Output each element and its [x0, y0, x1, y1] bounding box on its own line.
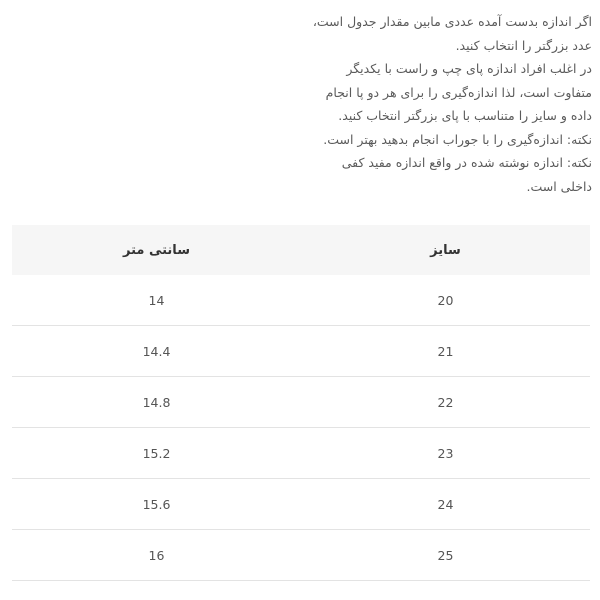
table-row — [12, 275, 590, 326]
size-cell: 22 — [301, 377, 590, 428]
size-guide-notes — [312, 10, 592, 198]
note-line: در اغلب افراد اندازه پای چپ و راست با یکدیگر — [346, 61, 592, 76]
header-row — [12, 225, 590, 275]
header-centimeter: سانتی متر — [123, 242, 190, 258]
note-line: متفاوت است، لذا اندازه‌گیری را برای هر دو پا انجام — [325, 84, 592, 100]
size-cell: 24 — [301, 479, 590, 530]
table-row — [12, 530, 590, 581]
note-line: اگر اندازه بدست آمده عددی مابین مقدار جدول است، — [312, 14, 592, 29]
table-row — [12, 326, 590, 377]
table-row — [12, 479, 590, 530]
centimeter-cell: 14.8 — [12, 377, 301, 428]
size-cell: 20 — [437, 292, 454, 308]
centimeter-cell: 15.2 — [12, 428, 301, 479]
table-row — [12, 377, 590, 428]
size-table-header — [12, 225, 590, 275]
size-cell: 21 — [301, 326, 590, 377]
centimeter-cell: 14.4 — [12, 326, 301, 377]
note-line: عدد بزرگتر را انتخاب کنید. — [455, 37, 592, 53]
header-size: سایز — [430, 242, 461, 258]
size-table — [12, 225, 590, 581]
size-table-body — [12, 275, 590, 581]
centimeter-cell: 14 — [148, 292, 165, 308]
note-line: نکته: اندازه نوشته شده در واقع اندازه مفید کفی — [341, 155, 592, 170]
size-cell: 23 — [301, 428, 590, 479]
size-cell: 25 — [301, 530, 590, 581]
centimeter-cell: 16 — [12, 530, 301, 581]
note-line: نکته: اندازه‌گیری را با جوراب انجام بدهید بهتر است. — [323, 131, 592, 147]
note-line: داخلی است. — [526, 178, 592, 194]
note-line: داده و سایز را متناسب با پای بزرگتر انتخاب کنید. — [338, 108, 592, 123]
table-row — [12, 428, 590, 479]
centimeter-cell: 15.6 — [12, 479, 301, 530]
